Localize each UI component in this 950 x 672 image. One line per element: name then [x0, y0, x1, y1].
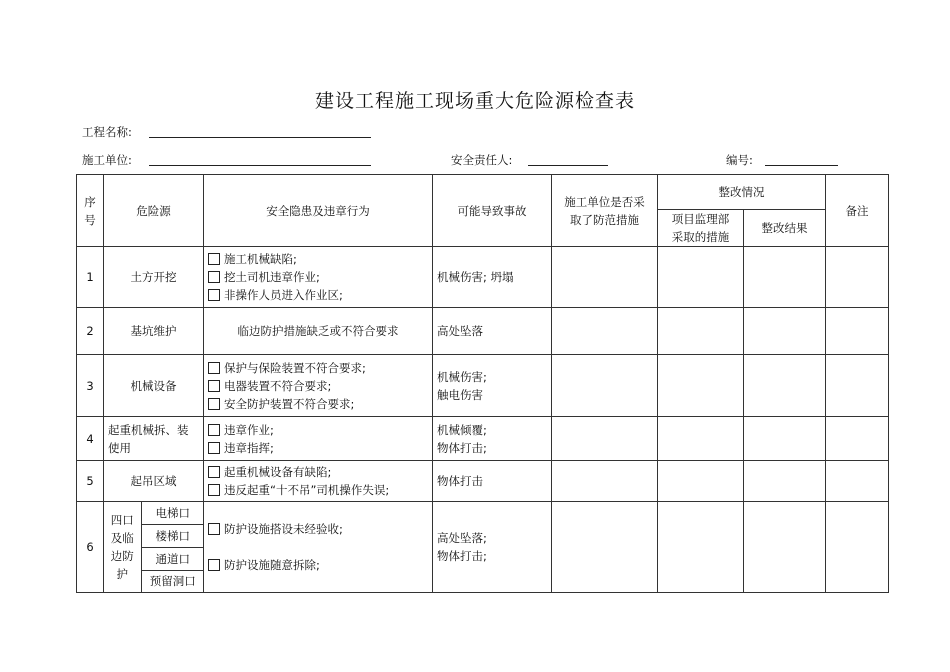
checkbox-icon[interactable] [208, 380, 220, 392]
page-title: 建设工程施工现场重大危险源检查表 [314, 90, 635, 112]
row-result-cell[interactable] [744, 461, 826, 502]
table-row [77, 417, 889, 461]
header-accident: 可能导致事故 [433, 175, 552, 247]
row-supervision-cell[interactable] [658, 417, 744, 461]
safety-label: 安全责任人: [451, 153, 513, 167]
row-accident: 机械伤害; 触电伤害 [433, 355, 552, 417]
unit-line [149, 165, 371, 166]
row-seq: 3 [77, 355, 104, 417]
row-accident: 高处坠落; 物体打击; [433, 502, 552, 593]
row-measures-cell[interactable] [552, 247, 658, 308]
row-measures-cell[interactable] [552, 308, 658, 355]
row-seq: 4 [77, 417, 104, 461]
checkbox-icon[interactable] [208, 253, 220, 265]
row-hazard: 基坑维护 [104, 308, 204, 355]
row-measures-cell[interactable] [552, 461, 658, 502]
row-supervision-cell[interactable] [658, 247, 744, 308]
project-name-label: 工程名称: [82, 125, 132, 139]
checkbox-icon[interactable] [208, 442, 220, 454]
hazard-check-table [76, 174, 889, 593]
row-remark-cell[interactable] [826, 247, 889, 308]
header-hazard: 危险源 [104, 175, 204, 247]
checkbox-icon[interactable] [208, 362, 220, 374]
row-seq: 5 [77, 461, 104, 502]
row-remark-cell[interactable] [826, 417, 889, 461]
row-accident: 机械倾覆; 物体打击; [433, 417, 552, 461]
row-remark-cell[interactable] [826, 355, 889, 417]
row-remark-cell[interactable] [826, 308, 889, 355]
row-result-cell[interactable] [744, 308, 826, 355]
row-supervision-cell[interactable] [658, 308, 744, 355]
table-row [77, 502, 889, 593]
row-supervision-cell[interactable] [658, 461, 744, 502]
number-line [765, 165, 838, 166]
row-remark-cell[interactable] [826, 502, 889, 593]
header-seq: 序 号 [77, 175, 104, 247]
row-hidden-danger: 临边防护措施缺乏或不符合要求 [204, 308, 433, 355]
checkbox-icon[interactable] [208, 289, 220, 301]
number-label: 编号: [726, 153, 753, 167]
row-result-cell[interactable] [744, 355, 826, 417]
row-hazard: 土方开挖 [104, 247, 204, 308]
header-row-1 [77, 175, 889, 210]
checkbox-icon[interactable] [208, 424, 220, 436]
table-row [77, 247, 889, 308]
hazard-sub-table [104, 502, 204, 592]
checkbox-icon[interactable] [208, 523, 220, 535]
row-hidden-danger: 施工机械缺陷; 挖土司机违章作业; 非操作人员进入作业区; [204, 247, 433, 308]
sub-item-reserved-hole: 预留洞口 [149, 574, 196, 589]
row-hidden-danger: 保护与保险装置不符合要求; 电器装置不符合要求; 安全防护装置不符合要求; [204, 355, 433, 417]
row-seq: 1 [77, 247, 104, 308]
row-accident: 物体打击 [433, 461, 552, 502]
sub-item-elevator: 电梯口 [141, 502, 204, 524]
row-hidden-danger: 起重机械设备有缺陷; 违反起重“十不吊”司机操作失误; [204, 461, 433, 502]
unit-field [82, 152, 132, 168]
row-seq: 2 [77, 308, 104, 355]
row-result-cell[interactable] [744, 417, 826, 461]
row-hidden-danger: 防护设施搭设未经验收; 防护设施随意拆除; [204, 502, 433, 593]
row-hazard [104, 502, 204, 593]
row-hazard: 起吊区域 [104, 461, 204, 502]
row-accident: 机械伤害; 坍塌 [433, 247, 552, 308]
header-hidden-danger: 安全隐患及违章行为 [204, 175, 433, 247]
header-rectification: 整改情况 [658, 175, 826, 210]
row-supervision-cell[interactable] [658, 502, 744, 593]
header-supervision: 项目监理部 采取的措施 [658, 210, 744, 247]
four-openings-label: 四口 及临 边防 护 [104, 502, 141, 592]
checkbox-icon[interactable] [208, 271, 220, 283]
row-hidden-danger: 违章作业; 违章指挥; [204, 417, 433, 461]
row-supervision-cell[interactable] [658, 355, 744, 417]
row-accident: 高处坠落 [433, 308, 552, 355]
sub-item-passage: 通道口 [141, 547, 204, 570]
checkbox-icon[interactable] [208, 484, 220, 496]
number-field [726, 152, 753, 168]
header-measures: 施工单位是否采 取了防范措施 [552, 175, 658, 247]
table-row [77, 355, 889, 417]
sub-item-stairs: 楼梯口 [141, 524, 204, 547]
table-row [77, 308, 889, 355]
project-name-line [149, 137, 371, 138]
row-hazard: 机械设备 [104, 355, 204, 417]
row-remark-cell[interactable] [826, 461, 889, 502]
checkbox-icon[interactable] [208, 398, 220, 410]
row-measures-cell[interactable] [552, 355, 658, 417]
row-result-cell[interactable] [744, 247, 826, 308]
header-remark: 备注 [826, 175, 889, 247]
safety-line [528, 165, 608, 166]
unit-label: 施工单位: [82, 153, 132, 167]
row-measures-cell[interactable] [552, 502, 658, 593]
table-row [77, 461, 889, 502]
safety-field [451, 152, 512, 168]
row-result-cell[interactable] [744, 502, 826, 593]
row-hazard: 起重机械拆、装 使用 [104, 417, 204, 461]
row-measures-cell[interactable] [552, 417, 658, 461]
checkbox-icon[interactable] [208, 466, 220, 478]
checkbox-icon[interactable] [208, 559, 220, 571]
header-result: 整改结果 [744, 210, 826, 247]
row-seq: 6 [77, 502, 104, 593]
project-name-field [82, 124, 132, 140]
